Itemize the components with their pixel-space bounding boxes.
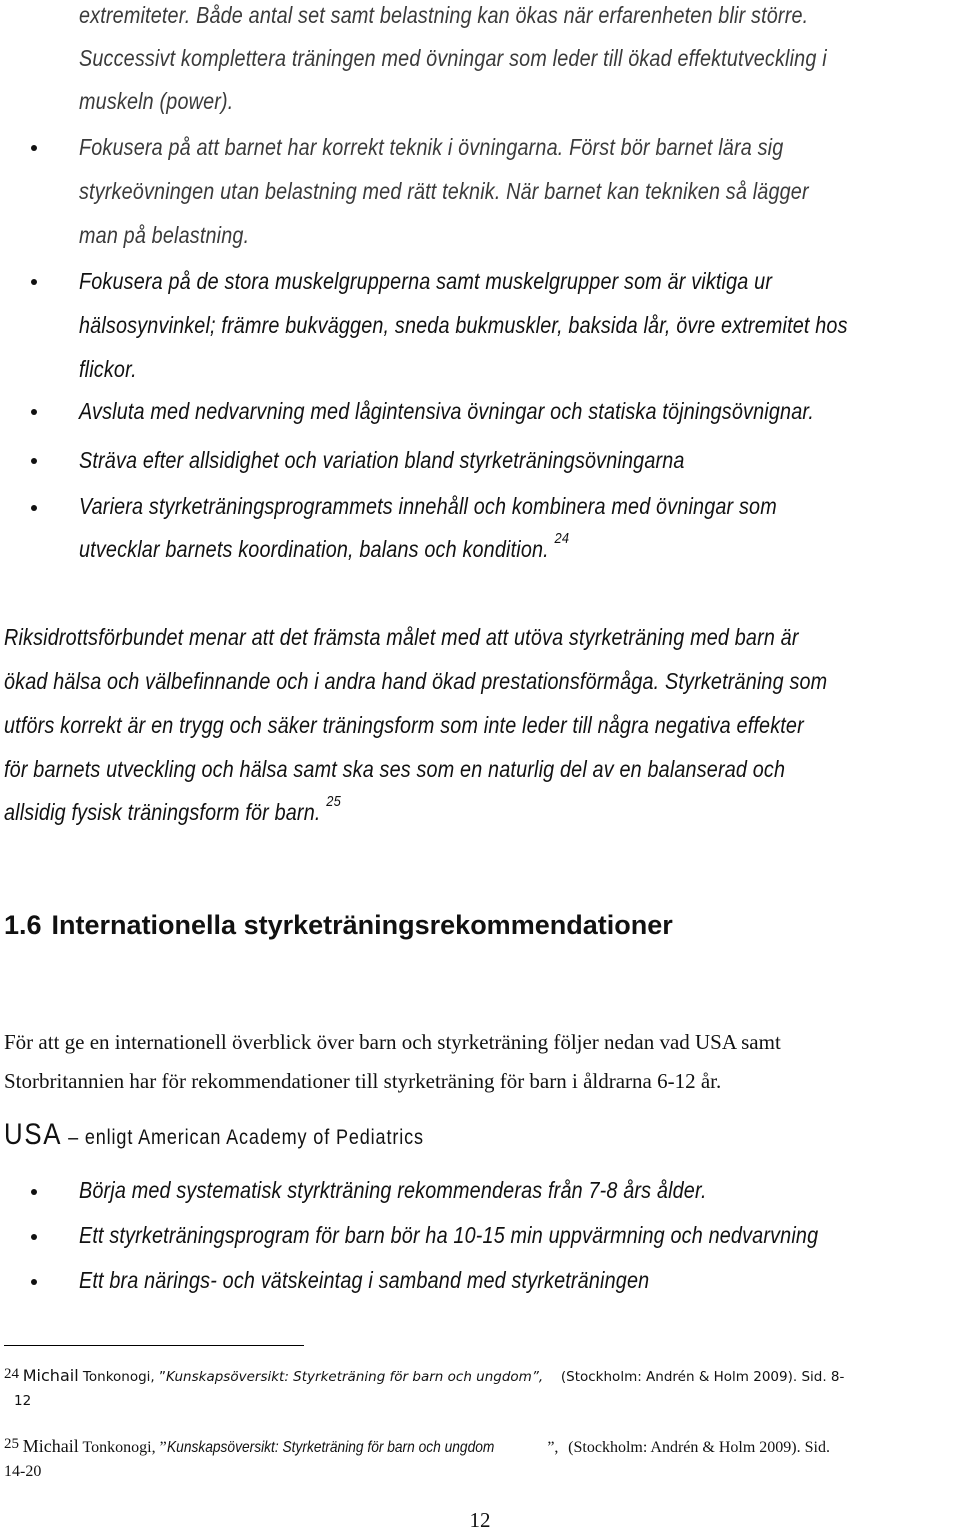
bullet-text: Fokusera på att barnet har korrekt teknik i övningarna. Först bör barnet lära sig — [79, 134, 784, 160]
footnote-publisher: (Stockholm: Andrén & Holm 2009). Sid. 8- — [560, 1369, 845, 1385]
footnote-author-first: Michail — [22, 1366, 79, 1385]
bullet-text: styrkeövningen utan belastning med rätt teknik. När barnet kan tekniken så lägger — [79, 178, 809, 204]
text-line: Successivt komplettera träningen med övningar som leder till ökad effektutveckling i — [79, 45, 827, 71]
intro-line: Storbritannien har för rekommendationer till styrketräning för barn i åldrarna 6-12 år. — [4, 1069, 722, 1093]
bullet-icon — [31, 458, 37, 464]
page-number: 12 — [469, 1508, 491, 1532]
footnote-author-first: Michail — [22, 1436, 79, 1456]
bullet-text: Ett styrketräningsprogram för barn bör ha 10-15 min uppvärmning och nedvarvning — [79, 1222, 819, 1248]
bullet-text: utvecklar barnets koordination, balans och kondition. — [79, 536, 549, 562]
usa-subheading — [4, 1118, 424, 1152]
paragraph-line-with-ref — [4, 793, 341, 826]
intro-line: För att ge en internationell överblick över barn och styrketräning följer nedan vad USA samt — [4, 1030, 781, 1054]
bullet-icon — [31, 1189, 37, 1195]
paragraph-line: allsidig fysisk träningsform för barn. — [4, 799, 321, 825]
bullet-text: Börja med systematisk styrkträning rekommenderas från 7-8 års ålder. — [79, 1177, 707, 1203]
bullet-text: flickor. — [79, 356, 137, 382]
bullet-text: Avsluta med nedvarvning med lågintensiva övningar och statiska töjningsövnignar. — [79, 398, 815, 424]
footnote-number: 24 — [4, 1366, 19, 1382]
bullet-icon — [31, 279, 37, 285]
bullet-text: Fokusera på de stora muskelgrupperna samt muskelgrupper som är viktiga ur — [79, 268, 773, 294]
bullet-icon — [31, 1279, 37, 1285]
bullet-text: man på belastning. — [79, 222, 250, 248]
paragraph-line: utförs korrekt är en trygg och säker träningsform som inte leder till några negativa effekter — [4, 712, 804, 738]
footnote-quote: ”, — [547, 1439, 559, 1456]
footnote-author-last: Tonkonogi, ” — [78, 1369, 167, 1385]
footnote-ref: 25 — [326, 793, 341, 810]
footnote-continuation: 12 — [14, 1393, 32, 1409]
bullet-text: Sträva efter allsidighet och variation bland styrketräningsövningarna — [79, 447, 685, 473]
section-number: 1.6 — [4, 910, 42, 940]
footnote-continuation: 14-20 — [4, 1463, 42, 1480]
footnote-author-last: Tonkonogi, ” — [78, 1439, 167, 1456]
bullet-text: hälsosynvinkel; främre bukväggen, sneda bukmuskler, baksida lår, övre extremitet hos — [79, 312, 848, 338]
footnote-publisher: (Stockholm: Andrén & Holm 2009). Sid. — [568, 1439, 830, 1456]
bullet-icon — [31, 409, 37, 415]
footnote-number: 25 — [4, 1436, 19, 1452]
bullet-text-with-ref — [79, 530, 570, 563]
section-title: Internationella styrketräningsrekommendationer — [51, 910, 673, 940]
bullet-icon — [31, 145, 37, 151]
paragraph-line: för barnets utveckling och hälsa samt ska ses som en naturlig del av en balanserad och — [4, 756, 786, 782]
usa-source: – enligt American Academy of Pediatrics — [62, 1126, 424, 1149]
footnote-separator — [4, 1345, 304, 1346]
footnote-24 — [4, 1364, 954, 1413]
footnote-25 — [4, 1434, 954, 1484]
paragraph-line: Riksidrottsförbundet menar att det främsta målet med att utöva styrketräning med barn är — [4, 624, 799, 650]
footnote-title: Kunskapsöversikt: Styrketräning för barn och ungdom — [166, 1439, 495, 1456]
usa-label: USA — [4, 1118, 63, 1151]
intro-paragraph — [4, 1023, 954, 1101]
text-line: extremiteter. Både antal set samt belastning kan ökas när erfarenheten blir större. — [79, 2, 809, 28]
bullet-icon — [31, 1234, 37, 1240]
text-line: muskeln (power). — [79, 88, 234, 114]
bullet-icon — [31, 505, 37, 511]
bullet-text: Variera styrketräningsprogrammets innehåll och kombinera med övningar som — [79, 493, 777, 519]
footnote-ref: 24 — [554, 530, 570, 547]
paragraph-line: ökad hälsa och välbefinnande och i andra hand ökad prestationsförmåga. Styrketräning som — [4, 668, 828, 694]
bullet-text: Ett bra närings- och vätskeintag i samband med styrketräningen — [79, 1267, 650, 1293]
section-heading — [4, 910, 673, 941]
footnote-title: Kunskapsöversikt: Styrketräning för barn och ungdom”, — [166, 1369, 544, 1385]
